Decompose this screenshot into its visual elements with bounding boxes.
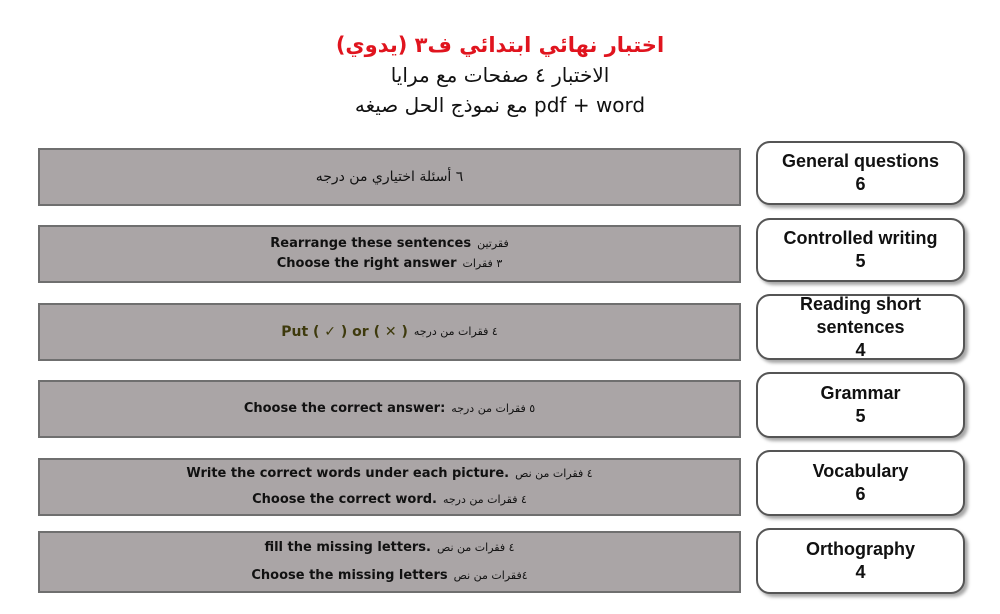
- section-name: Orthography: [805, 539, 915, 559]
- section-label-controlled-writing: [756, 218, 965, 282]
- detail-line: [270, 234, 508, 254]
- header: [0, 30, 1000, 120]
- section-score: 5: [855, 251, 866, 271]
- detail-english: Put ( ✓ ) or ( ✕ ): [281, 324, 408, 340]
- test-format-note: مع نموذج الحل صيغه pdf + word: [354, 93, 646, 117]
- detail-arabic: ٤فقرات من نص: [453, 569, 528, 582]
- section-name: Grammar: [820, 383, 901, 403]
- detail-arabic: ٦ أسئلة اختياري من درجه: [315, 169, 464, 185]
- detail-arabic: فقرتين: [477, 237, 509, 250]
- section-score: 6: [855, 484, 866, 504]
- section-detail-general-questions: [38, 148, 741, 206]
- section-detail-reading-short-sentences: [38, 303, 741, 361]
- test-title: اختبار نهائي ابتدائي ف٣ (يدوي): [335, 33, 665, 57]
- section-label-general-questions: [756, 141, 965, 205]
- section-label-reading-short-sentences: [756, 294, 965, 360]
- detail-arabic: ٤ فقرات من نص: [515, 467, 593, 480]
- detail-line: [277, 254, 502, 274]
- detail-arabic: ٤ فقرات من نص: [436, 541, 515, 554]
- section-name: General questions: [781, 151, 940, 171]
- section-detail-orthography: [38, 531, 741, 593]
- detail-english: fill the missing letters.: [264, 540, 431, 555]
- detail-arabic: ٣ فقرات: [462, 257, 503, 270]
- section-label-grammar: [756, 372, 965, 438]
- section-name: Vocabulary: [812, 461, 909, 481]
- detail-line: [251, 566, 527, 586]
- detail-line: [244, 399, 535, 419]
- detail-arabic: ٤ فقرات من درجه: [413, 325, 498, 338]
- detail-english: Choose the correct answer:: [243, 401, 446, 416]
- section-score: 6: [855, 174, 866, 194]
- section-name: Controlled writing: [783, 228, 938, 248]
- detail-english: Choose the correct word.: [252, 492, 437, 507]
- section-detail-grammar: [38, 380, 741, 438]
- detail-english: Choose the missing letters: [251, 568, 448, 583]
- detail-line: [281, 322, 498, 342]
- detail-line: [252, 490, 527, 510]
- detail-arabic: ٤ فقرات من درجه: [442, 493, 527, 506]
- detail-english: Rearrange these sentences: [270, 236, 472, 251]
- detail-line: [264, 538, 514, 558]
- section-score: 4: [855, 562, 866, 582]
- detail-arabic: ٥ فقرات من درجه: [451, 402, 536, 415]
- detail-line: [316, 167, 464, 187]
- section-detail-controlled-writing: [38, 225, 741, 283]
- detail-line: [186, 464, 592, 484]
- section-detail-vocabulary: [38, 458, 741, 516]
- test-subtitle: الاختبار ٤ صفحات مع مرايا: [390, 63, 610, 87]
- section-name: Reading short sentences: [799, 293, 921, 337]
- detail-english: Write the correct words under each picture.: [186, 466, 510, 481]
- section-label-orthography: [756, 528, 965, 594]
- section-score: 4: [855, 339, 866, 360]
- section-score: 5: [855, 406, 866, 426]
- detail-english: Choose the right answer: [276, 256, 457, 271]
- section-label-vocabulary: [756, 450, 965, 516]
